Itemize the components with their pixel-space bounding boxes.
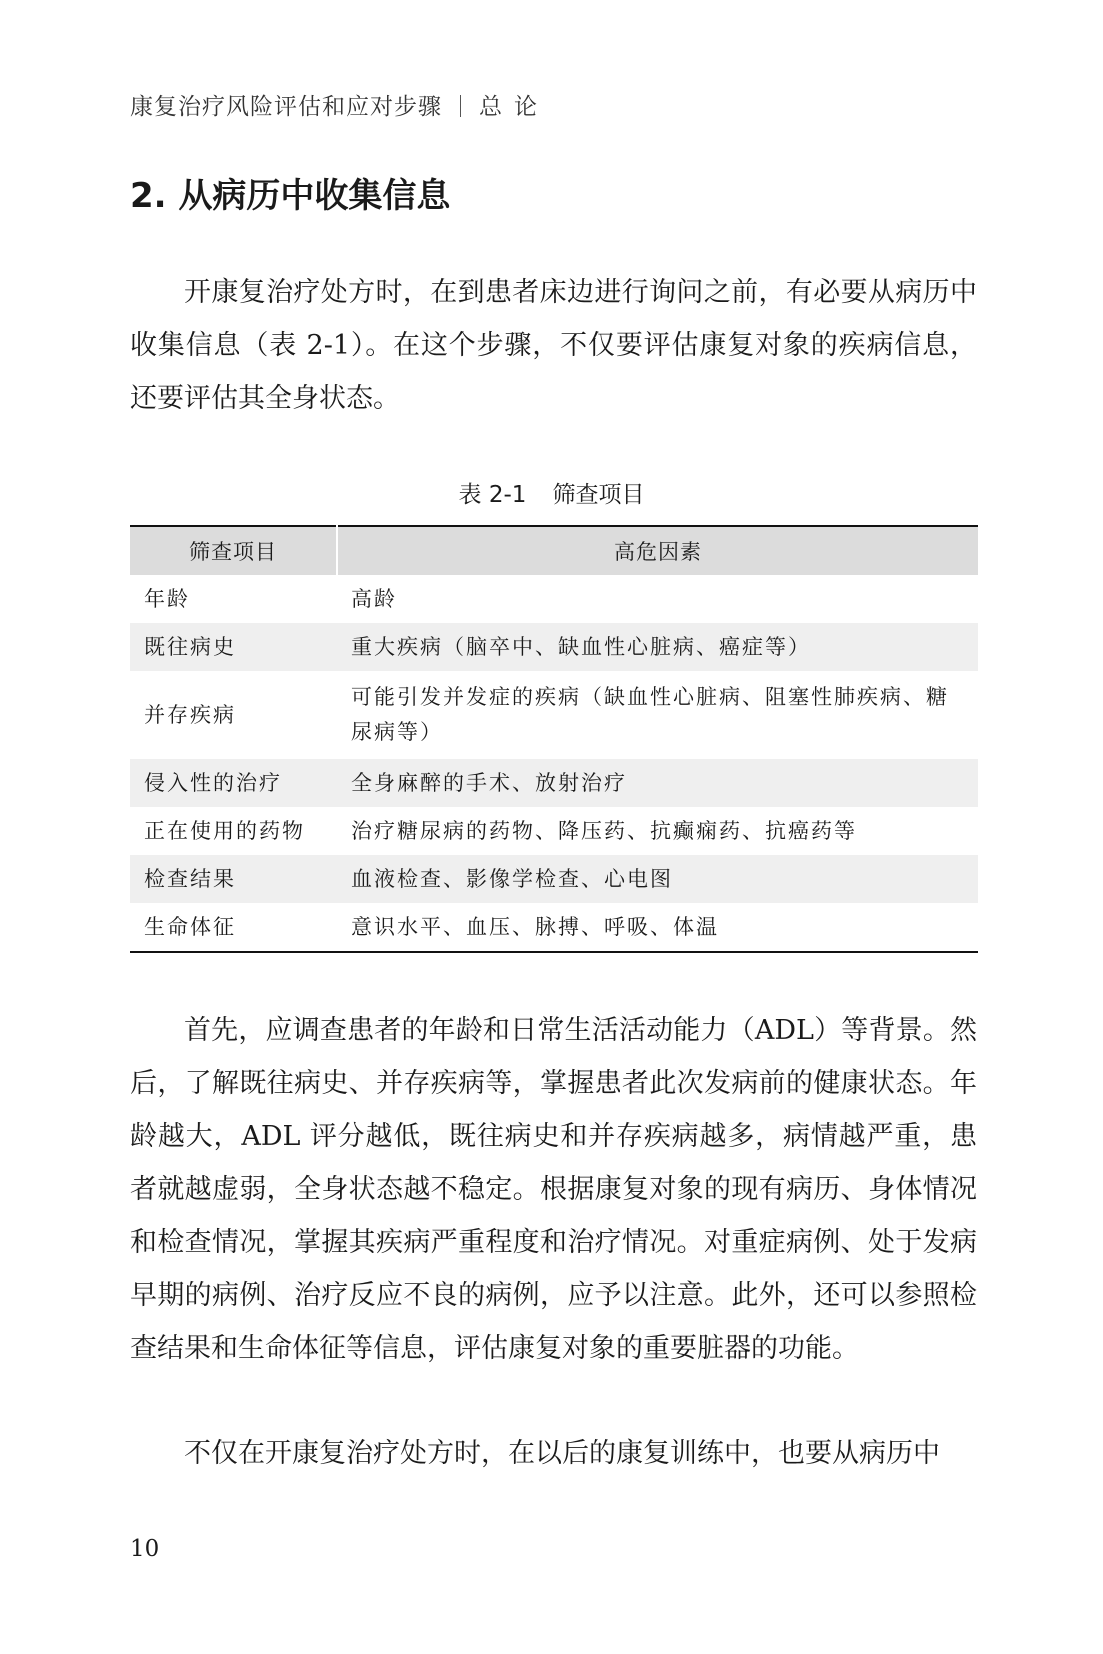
table-cell-factor: 血液检查、影像学检查、心电图 <box>337 855 978 903</box>
table-cell-item: 并存疾病 <box>144 702 236 727</box>
table-caption <box>0 476 1103 509</box>
running-head-divider <box>460 95 461 117</box>
table-header-row <box>130 526 978 575</box>
continuation-paragraph: 不仅在开康复治疗处方时，在以后的康复训练中，也要从病历中 <box>184 1438 940 1469</box>
table-cell-factor: 治疗糖尿病的药物、降压药、抗癫痫药、抗癌药等 <box>351 818 857 843</box>
table-row <box>130 671 978 759</box>
table-row <box>130 903 978 952</box>
table-cell-factor: 高龄 <box>351 586 397 611</box>
page-number: 10 <box>130 1536 160 1562</box>
table-caption-number: 表 2-1 <box>458 482 527 508</box>
table-cell-factor: 全身麻醉的手术、放射治疗 <box>337 759 978 807</box>
intro-paragraph: 开康复治疗处方时，在到患者床边进行询问之前，有必要从病历中收集信息（表 2-1）。在这个步骤，不仅要评估康复对象的疾病信息，还要评估其全身状态。 <box>130 277 977 414</box>
table-cell-factor: 重大疾病（脑卒中、缺血性心脏病、癌症等） <box>337 623 978 671</box>
table-row <box>130 807 978 855</box>
table-header-factor: 高危因素 <box>337 526 978 575</box>
table-row <box>130 855 978 903</box>
table-cell-item: 既往病史 <box>130 623 337 671</box>
running-head <box>130 88 549 121</box>
table-cell-item: 侵入性的治疗 <box>130 759 337 807</box>
table-cell-item: 检查结果 <box>130 855 337 903</box>
detail-paragraph: 首先，应调查患者的年龄和日常生活活动能力（ADL）等背景。然后，了解既往病史、并存疾病等，掌握患者此次发病前的健康状态。年龄越大，ADL 评分越低，既往病史和并存疾病越多，病情越严重，患者就越虚弱，全身状态越不稳定。根据康复对象的现有病历、身体情况和检查情况，掌握其疾病严重程度和治疗情况。对重症病例、处于发病早期的病例、治疗反应不良的病例，应予以注意。此外，还可以参照检查结果和生命体征等信息，评估康复对象的重要脏器的功能。 <box>130 1015 977 1364</box>
section-title: 2. 从病历中收集信息 <box>130 176 451 216</box>
table-cell-item: 生命体征 <box>144 914 236 939</box>
screening-table <box>130 525 978 953</box>
table-row <box>130 575 978 623</box>
table-caption-title: 筛查项目 <box>552 482 645 508</box>
table-header-item: 筛查项目 <box>130 526 337 575</box>
running-head-part: 总论 <box>479 94 549 120</box>
table-cell-factor: 可能引发并发症的疾病（缺血性心脏病、阻塞性肺疾病、糖尿病等） <box>351 685 949 744</box>
table-row <box>130 623 978 671</box>
table-cell-factor: 意识水平、血压、脉搏、呼吸、体温 <box>351 914 719 939</box>
running-head-book-title: 康复治疗风险评估和应对步骤 <box>130 94 442 120</box>
table-cell-item: 正在使用的药物 <box>144 818 305 843</box>
table-cell-item: 年龄 <box>144 586 190 611</box>
table-row <box>130 759 978 807</box>
